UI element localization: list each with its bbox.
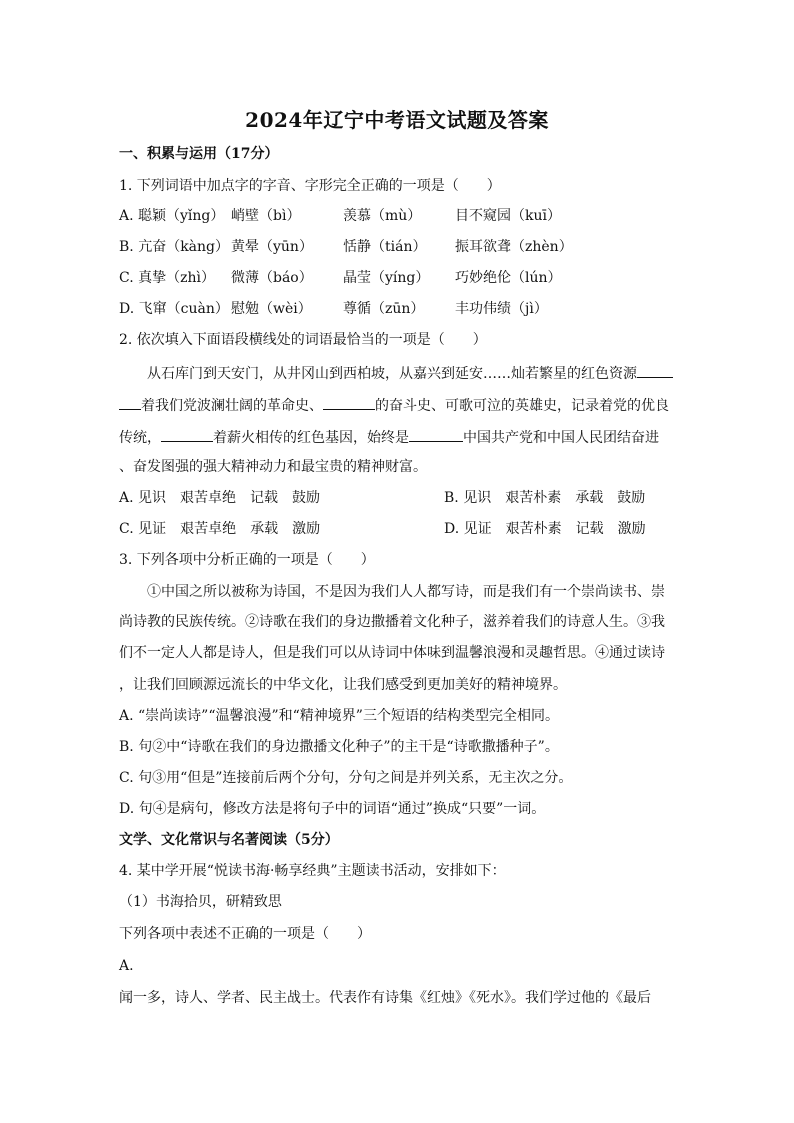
question-4-option-a-text: 闻一多，诗人、学者、民主战士。代表作有诗集《红烛》《死水》。我们学过他的《最后	[119, 990, 651, 1006]
question-3-passage-line-2: 尚诗教的民族传统。②诗歌在我们的身边撒播着文化种子，滋养着我们的诗意人生。③我	[119, 614, 665, 630]
question-3-passage-line-1: ①中国之所以被称为诗国，不是因为我们人人都写诗，而是我们有一个崇尚读书、崇	[147, 584, 665, 600]
question-3-passage-line-3: 们不一定人人都是诗人，但是我们可以从诗词中体味到温馨浪漫和灵趣哲思。④通过读诗	[119, 645, 665, 661]
q1-b-word2: 黄晕（yūn）	[231, 239, 313, 255]
q1-d-word3: 尊循（zūn）	[343, 301, 425, 317]
question-2-passage-line-1	[147, 363, 707, 384]
q1-d-word1: D. 飞窜（cuàn）	[119, 301, 229, 317]
question-3-option-d: D. 句④是病句，修改方法是将句子中的词语“通过”换成“只要”一词。	[119, 801, 546, 817]
question-2-option-c: C. 见证 艰苦卓绝 承载 激励	[119, 521, 321, 537]
question-2-option-d: D. 见证 艰苦朴素 记载 激励	[444, 521, 646, 537]
question-2-passage-line-4: 、奋发图强的强大精神动力和最宝贵的精神财富。	[119, 459, 427, 475]
question-2-option-a: A. 见识 艰苦卓绝 记载 鼓励	[119, 490, 321, 506]
q1-c-word4: 巧妙绝伦（lún）	[455, 270, 562, 286]
q2-blank-2	[323, 395, 375, 410]
question-1-option-b	[119, 237, 573, 257]
q1-a-word2: 峭壁（bì）	[231, 208, 301, 224]
q2-passage-text-3b: 着薪火相传的红色基因，始终是	[213, 430, 409, 446]
q2-passage-text-2a: 着我们党波澜壮阔的革命史、	[141, 398, 323, 414]
q1-c-word1: C. 真挚（zhì）	[119, 270, 215, 286]
question-3-option-b: B. 句②中“诗歌在我们的身边撒播文化种子”的主干是“诗歌撒播种子”。	[119, 739, 559, 755]
section-heading-2: 文学、文化常识与名著阅读（5分）	[119, 832, 339, 848]
question-4-ask: 下列各项中表述不正确的一项是（ ）	[119, 926, 371, 942]
question-3-option-a: A. “崇尚读诗”“温馨浪漫”和“精神境界”三个短语的结构类型完全相同。	[119, 708, 559, 724]
question-2-stem: 2. 依次填入下面语段横线处的词语最恰当的一项是（ ）	[119, 332, 487, 348]
question-1-stem: 1. 下列词语中加点字的字音、字形完全正确的一项是（ ）	[119, 178, 501, 194]
q2-passage-text-1: 从石库门到天安门，从井冈山到西柏坡，从嘉兴到延安……灿若繁星的红色资源	[147, 366, 637, 382]
q1-b-word4: 振耳欲聋（zhèn）	[455, 239, 573, 255]
q1-b-word1: B. 亢奋（kàng）	[119, 239, 229, 255]
q2-blank-3	[161, 427, 213, 442]
q2-passage-text-3c: 中国共产党和中国人民团结奋进	[463, 430, 659, 446]
question-1-option-a	[119, 206, 561, 226]
q1-b-word3: 恬静（tián）	[343, 239, 427, 255]
q2-blank-4	[409, 427, 463, 442]
question-3-passage-line-4: ，让我们回顾源远流长的中华文化，让我们感受到更加美好的精神境界。	[119, 677, 567, 693]
q1-a-word1: A. 聪颖（yǐng）	[119, 208, 225, 224]
q2-passage-text-2b: 的奋斗史、可歌可泣的英雄史，记录着党的优良	[375, 398, 669, 414]
q2-blank-1a	[637, 363, 673, 378]
q2-passage-text-3a: 传统，	[119, 430, 161, 446]
question-3-option-c: C. 句③用“但是”连接前后两个分句，分句之间是并列关系，无主次之分。	[119, 770, 573, 786]
question-2-option-b: B. 见识 艰苦朴素 承载 鼓励	[444, 490, 646, 506]
question-1-option-d	[119, 299, 548, 319]
question-4-option-a-label: A.	[119, 958, 134, 974]
q1-c-word3: 晶莹（yíng）	[343, 270, 430, 286]
q1-a-word3: 羡慕（mù）	[343, 208, 422, 224]
question-1-option-c	[119, 268, 562, 288]
q1-d-word4: 丰功伟绩（jì）	[455, 301, 548, 317]
page-title: 2024年辽宁中考语文试题及答案	[245, 108, 549, 132]
section-heading-1: 一、积累与运用（17分）	[119, 146, 279, 162]
question-2-passage-line-2	[119, 395, 679, 416]
q2-blank-1b	[119, 395, 141, 410]
question-3-stem: 3. 下列各项中分析正确的一项是（ ）	[119, 552, 375, 568]
q1-a-word4: 目不窥园（kuī）	[455, 208, 561, 224]
question-4-stem: 4. 某中学开展“悦读书海·畅享经典”主题读书活动，安排如下：	[119, 863, 506, 879]
q1-d-word2: 慰勉（wèi）	[231, 301, 312, 317]
question-4-sub-1: （1）书海拾贝，研精致思	[119, 894, 282, 910]
question-2-passage-line-3	[119, 427, 679, 448]
q1-c-word2: 微薄（báo）	[231, 270, 313, 286]
